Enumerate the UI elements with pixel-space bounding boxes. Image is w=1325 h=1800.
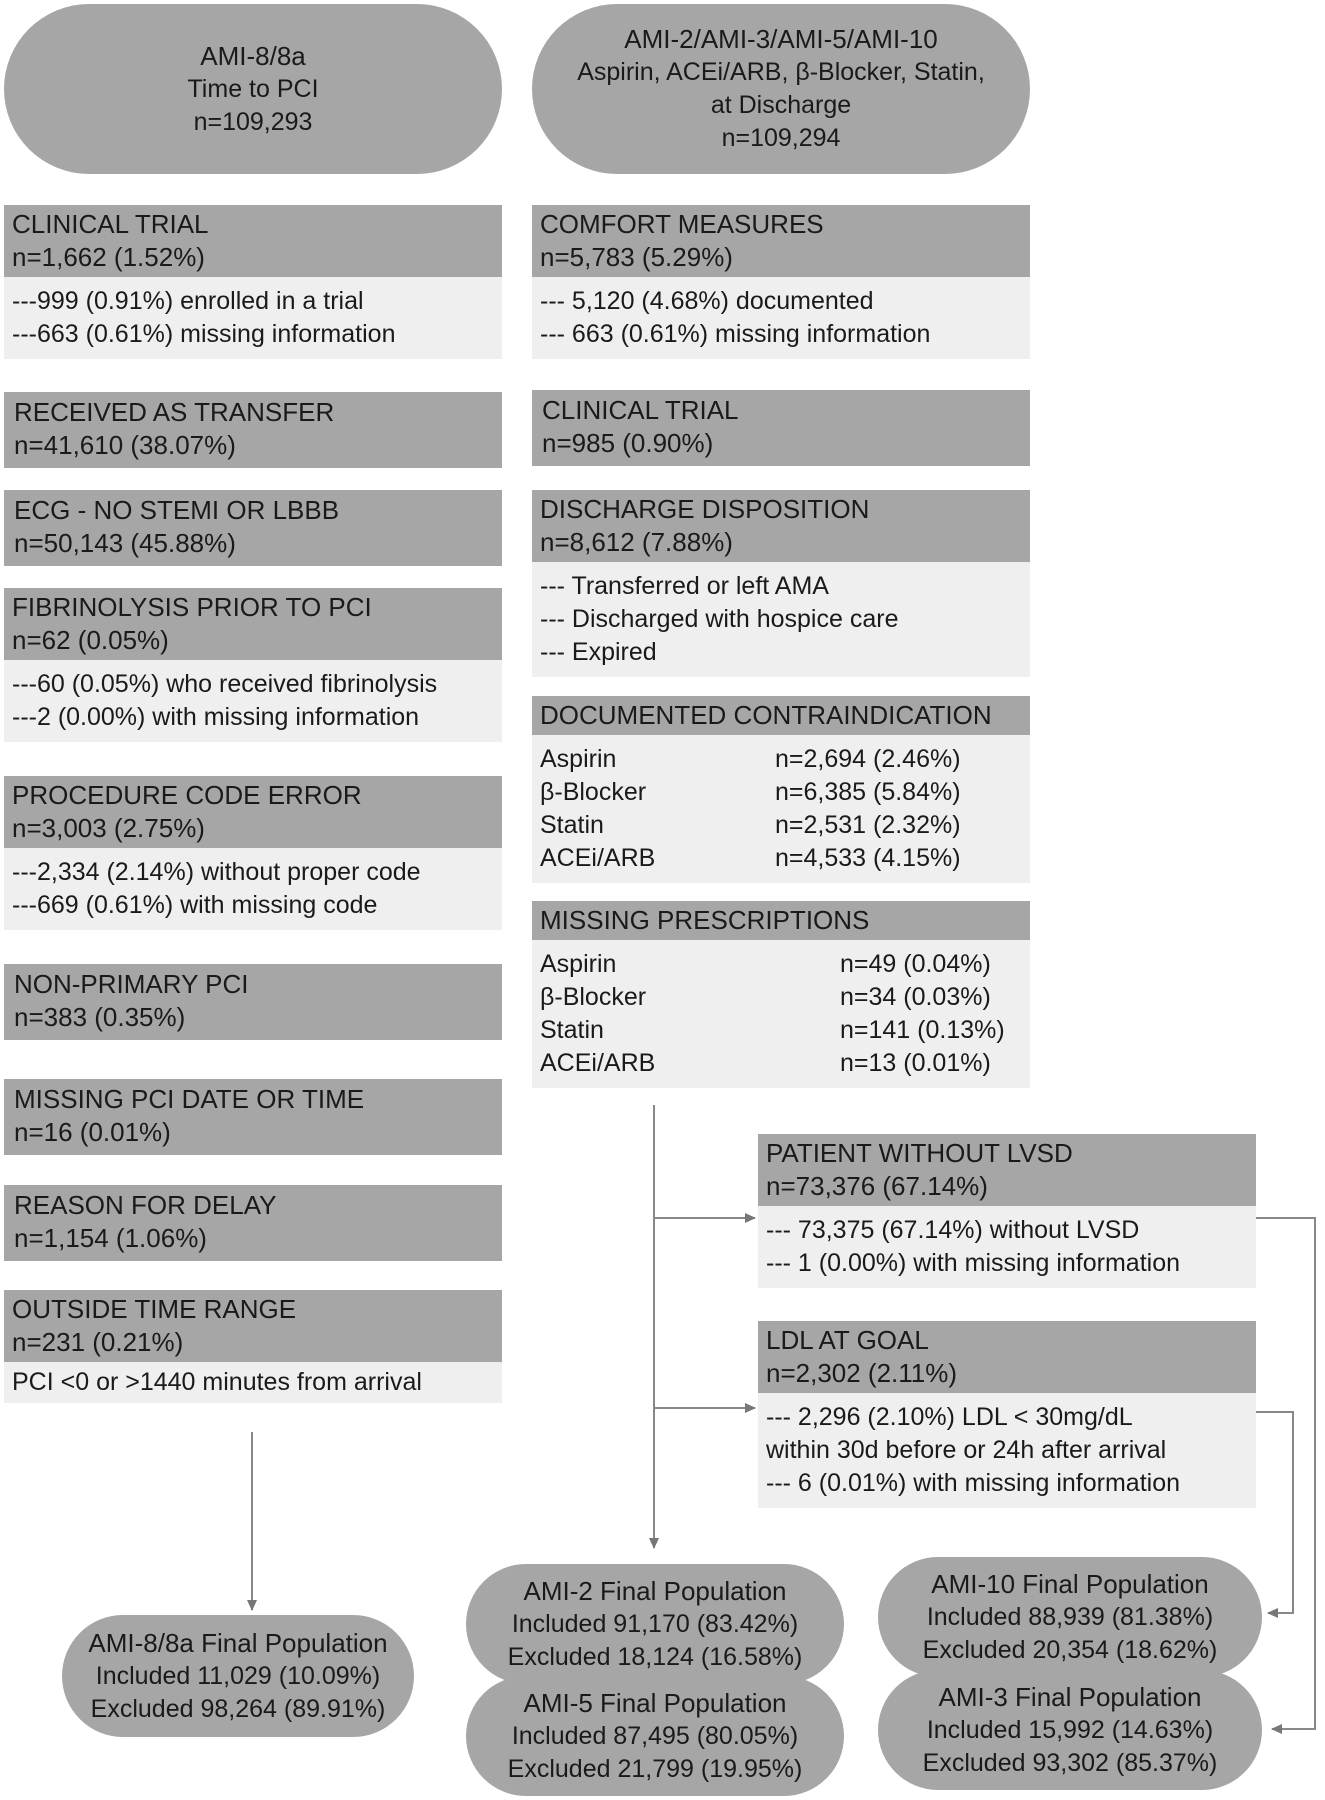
box-title: CLINICAL TRIAL	[12, 209, 209, 239]
final-title: AMI-8/8a Final Population	[88, 1627, 388, 1658]
right-box-missing-prescriptions	[532, 901, 1030, 1088]
drug-value: n=2,531 (2.32%)	[775, 811, 961, 839]
box-title: OUTSIDE TIME RANGE	[12, 1294, 297, 1324]
box-count: n=41,610 (38.07%)	[14, 430, 236, 460]
box-title: PATIENT WITHOUT LVSD	[766, 1138, 1073, 1168]
arrow-ldl-to-ami10	[1255, 1412, 1293, 1613]
right-box-documented-contraindication	[532, 696, 1030, 883]
missing-rx-row	[540, 948, 1022, 981]
right-box-discharge-disposition	[532, 490, 1030, 677]
box-detail: --- Transferred or left AMA	[540, 572, 829, 600]
final-included: Included 91,170 (83.42%)	[511, 1609, 799, 1638]
drug-value: n=34 (0.03%)	[840, 983, 991, 1011]
final-excluded: Excluded 20,354 (18.62%)	[922, 1635, 1218, 1664]
box-title: RECEIVED AS TRANSFER	[14, 397, 335, 427]
left-box-fibrinolysis	[4, 588, 502, 742]
box-title: NON-PRIMARY PCI	[14, 969, 249, 999]
box-count: n=16 (0.01%)	[14, 1117, 171, 1147]
box-count: n=2,302 (2.11%)	[766, 1358, 958, 1388]
left-box-outside-time-range	[4, 1290, 502, 1403]
left-header-n: n=109,293	[193, 107, 313, 136]
box-detail: --- Expired	[540, 638, 657, 666]
final-title: AMI-5 Final Population	[523, 1687, 787, 1718]
drug-name: Statin	[540, 1016, 604, 1044]
drug-value: n=13 (0.01%)	[840, 1049, 991, 1077]
box-ldl-at-goal	[758, 1321, 1256, 1508]
left-box-missing-pci-date	[4, 1079, 502, 1155]
box-detail: --- 663 (0.61%) missing information	[540, 320, 931, 348]
final-included: Included 88,939 (81.38%)	[926, 1602, 1214, 1631]
box-count: n=231 (0.21%)	[12, 1327, 184, 1357]
missing-rx-row	[540, 1014, 1022, 1047]
box-detail: ---60 (0.05%) who received fibrinolysis	[12, 670, 438, 698]
box-detail: --- Discharged with hospice care	[540, 605, 899, 633]
final-title: AMI-10 Final Population	[931, 1568, 1209, 1599]
drug-name: β-Blocker	[540, 983, 647, 1011]
left-header-pill	[4, 4, 502, 174]
left-box-clinical-trial	[4, 205, 502, 359]
right-header-subtitle-2: at Discharge	[710, 91, 852, 119]
drug-value: n=4,533 (4.15%)	[775, 844, 961, 872]
right-header-n: n=109,294	[721, 124, 841, 152]
right-header-subtitle-1: Aspirin, ACEi/ARB, β-Blocker, Statin,	[577, 58, 985, 86]
box-detail: --- 2,296 (2.10%) LDL < 30mg/dL	[766, 1403, 1133, 1431]
box-detail: within 30d before or 24h after arrival	[766, 1436, 1167, 1464]
box-title: MISSING PCI DATE OR TIME	[14, 1084, 365, 1114]
contraindication-row	[540, 809, 1022, 842]
box-detail: ---999 (0.91%) enrolled in a trial	[12, 287, 364, 315]
box-title: COMFORT MEASURES	[540, 209, 824, 239]
final-ami10-pill	[878, 1557, 1262, 1677]
drug-name: ACEi/ARB	[540, 1049, 656, 1077]
contraindication-row	[540, 776, 1022, 809]
box-title: LDL AT GOAL	[766, 1325, 929, 1355]
contraindication-row	[540, 743, 1022, 776]
final-title: AMI-3 Final Population	[938, 1681, 1202, 1712]
box-detail: --- 73,375 (67.14%) without LVSD	[766, 1216, 1140, 1244]
box-patient-without-lvsd	[758, 1134, 1256, 1288]
box-count: n=73,376 (67.14%)	[766, 1171, 988, 1201]
drug-name: β-Blocker	[540, 778, 647, 806]
box-title: DOCUMENTED CONTRAINDICATION	[540, 700, 992, 730]
final-excluded: Excluded 21,799 (19.95%)	[507, 1754, 803, 1783]
box-title: MISSING PRESCRIPTIONS	[540, 905, 870, 935]
box-detail: ---2,334 (2.14%) without proper code	[12, 858, 421, 886]
left-box-received-as-transfer	[4, 392, 502, 468]
left-box-procedure-code-error	[4, 776, 502, 930]
box-count: n=383 (0.35%)	[14, 1002, 186, 1032]
box-title: PROCEDURE CODE ERROR	[12, 780, 362, 810]
box-count: n=1,662 (1.52%)	[12, 242, 205, 272]
box-count: n=50,143 (45.88%)	[14, 528, 236, 558]
box-title: FIBRINOLYSIS PRIOR TO PCI	[12, 592, 372, 622]
left-box-ecg-no-stemi	[4, 490, 502, 566]
final-ami5-pill	[466, 1676, 844, 1796]
missing-rx-row	[540, 1047, 1022, 1080]
right-box-clinical-trial	[532, 390, 1030, 466]
drug-value: n=49 (0.04%)	[840, 950, 991, 978]
box-detail: PCI <0 or >1440 minutes from arrival	[12, 1368, 422, 1396]
right-header-title: AMI-2/AMI-3/AMI-5/AMI-10	[624, 24, 938, 54]
drug-value: n=6,385 (5.84%)	[775, 778, 961, 806]
box-count: n=1,154 (1.06%)	[14, 1223, 207, 1253]
final-ami2-pill	[466, 1564, 844, 1684]
arrow-lvsd-to-ami3	[1255, 1218, 1315, 1729]
contraindication-row	[540, 842, 1022, 875]
final-excluded: Excluded 93,302 (85.37%)	[922, 1748, 1218, 1777]
box-detail: ---663 (0.61%) missing information	[12, 320, 396, 348]
drug-name: Statin	[540, 811, 604, 839]
box-title: CLINICAL TRIAL	[542, 395, 739, 425]
box-count: n=3,003 (2.75%)	[12, 813, 205, 843]
final-excluded: Excluded 18,124 (16.58%)	[507, 1642, 803, 1671]
final-title: AMI-2 Final Population	[523, 1575, 787, 1606]
final-ami3-pill	[878, 1670, 1262, 1790]
box-count: n=8,612 (7.88%)	[540, 527, 733, 557]
box-detail: --- 5,120 (4.68%) documented	[540, 287, 874, 315]
final-ami8-pill	[62, 1615, 414, 1737]
left-header-title: AMI-8/8a	[200, 40, 306, 71]
left-header-subtitle: Time to PCI	[187, 74, 319, 103]
drug-name: Aspirin	[540, 950, 617, 978]
box-detail: --- 6 (0.01%) with missing information	[766, 1469, 1181, 1497]
right-header-pill	[532, 4, 1030, 174]
final-included: Included 11,029 (10.09%)	[95, 1661, 381, 1690]
drug-value: n=2,694 (2.46%)	[775, 745, 961, 773]
left-box-non-primary-pci	[4, 964, 502, 1040]
right-box-comfort-measures	[532, 205, 1030, 359]
drug-name: Aspirin	[540, 745, 617, 773]
box-detail: ---2 (0.00%) with missing information	[12, 703, 420, 731]
box-count: n=5,783 (5.29%)	[540, 242, 733, 272]
missing-rx-row	[540, 981, 1022, 1014]
box-title: REASON FOR DELAY	[14, 1190, 277, 1220]
final-included: Included 15,992 (14.63%)	[926, 1715, 1214, 1744]
drug-name: ACEi/ARB	[540, 844, 656, 872]
left-box-reason-for-delay	[4, 1185, 502, 1261]
final-included: Included 87,495 (80.05%)	[511, 1721, 799, 1750]
box-title: ECG - NO STEMI OR LBBB	[14, 495, 340, 525]
box-count: n=985 (0.90%)	[542, 428, 714, 458]
box-count: n=62 (0.05%)	[12, 625, 169, 655]
drug-value: n=141 (0.13%)	[840, 1016, 1005, 1044]
box-detail: ---669 (0.61%) with missing code	[12, 891, 378, 919]
final-excluded: Excluded 98,264 (89.91%)	[90, 1694, 386, 1723]
box-title: DISCHARGE DISPOSITION	[540, 494, 870, 524]
box-detail: --- 1 (0.00%) with missing information	[766, 1249, 1181, 1277]
